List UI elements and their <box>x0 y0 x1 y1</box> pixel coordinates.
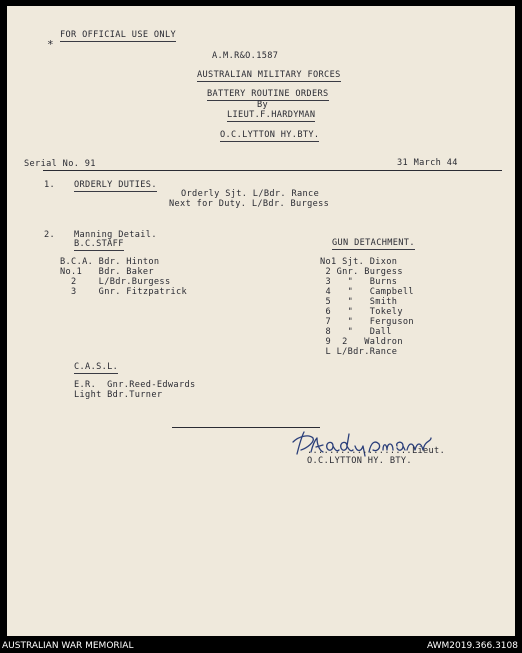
signature-unit: O.C.LYTTON HY. BTY. <box>307 456 412 466</box>
gun-row: 3 " Burns <box>320 277 398 287</box>
gun-row: 8 " Dall <box>320 327 392 337</box>
next-for-duty-line: Next for Duty. L/Bdr. Burgess <box>169 199 330 209</box>
item-number-1: 1. <box>44 180 56 190</box>
order-number: A.M.R&O.1587 <box>212 51 279 61</box>
star-mark: * <box>47 38 54 51</box>
gun-row: 6 " Tokely <box>320 307 403 317</box>
casl-er-line: E.R. Gnr.Reed-Edwards <box>74 380 196 390</box>
serial-divider <box>43 170 502 171</box>
orderly-duties-title: ORDERLY DUTIES. <box>74 180 157 190</box>
bc-staff-row: 2 L/Bdr.Burgess <box>60 277 171 287</box>
casl-title: C.A.S.L. <box>74 362 119 372</box>
gun-row: 7 " Ferguson <box>320 317 414 327</box>
footer-institution: AUSTRALIAN WAR MEMORIAL <box>2 641 134 651</box>
unit-heading: O.C.LYTTON HY.BTY. <box>220 130 320 140</box>
signature-dots-lieut: ...................Lieut. <box>307 446 446 456</box>
serial-number: Serial No. 91 <box>24 159 96 169</box>
footer-bar <box>0 640 522 653</box>
bc-staff-row: No.1 Bdr. Baker <box>60 267 154 277</box>
item-number-2: 2. <box>44 230 56 240</box>
forces-heading: AUSTRALIAN MILITARY FORCES <box>197 70 341 80</box>
bc-staff-row: B.C.A. Bdr. Hinton <box>60 257 160 267</box>
manning-detail-title: Manning Detail. <box>74 230 157 240</box>
gun-row: L L/Bdr.Rance <box>320 347 398 357</box>
gun-row: 5 " Smith <box>320 297 398 307</box>
gun-row: 2 Gnr. Burgess <box>320 267 403 277</box>
by-label: By <box>257 100 269 110</box>
gun-row: 4 " Campbell <box>320 287 414 297</box>
orders-title: BATTERY ROUTINE ORDERS <box>207 89 329 99</box>
gun-detachment-title: GUN DETACHMENT. <box>332 238 415 248</box>
official-use-label: FOR OFFICIAL USE ONLY <box>60 30 177 40</box>
bc-staff-title: B.C.STAFF <box>74 239 124 249</box>
bc-staff-row: 3 Gnr. Fitzpatrick <box>60 287 188 297</box>
footer-accession-number: AWM2019.366.3108 <box>426 641 518 651</box>
document-page <box>7 6 515 636</box>
orderly-sergeant-line: Orderly Sjt. L/Bdr. Rance <box>181 189 320 199</box>
gun-row: 9 2 Waldron <box>320 337 403 347</box>
gun-row: No1 Sjt. Dixon <box>320 257 398 267</box>
author-name: LIEUT.F.HARDYMAN <box>227 110 316 120</box>
order-date: 31 March 44 <box>397 158 458 168</box>
casl-light-line: Light Bdr.Turner <box>74 390 163 400</box>
